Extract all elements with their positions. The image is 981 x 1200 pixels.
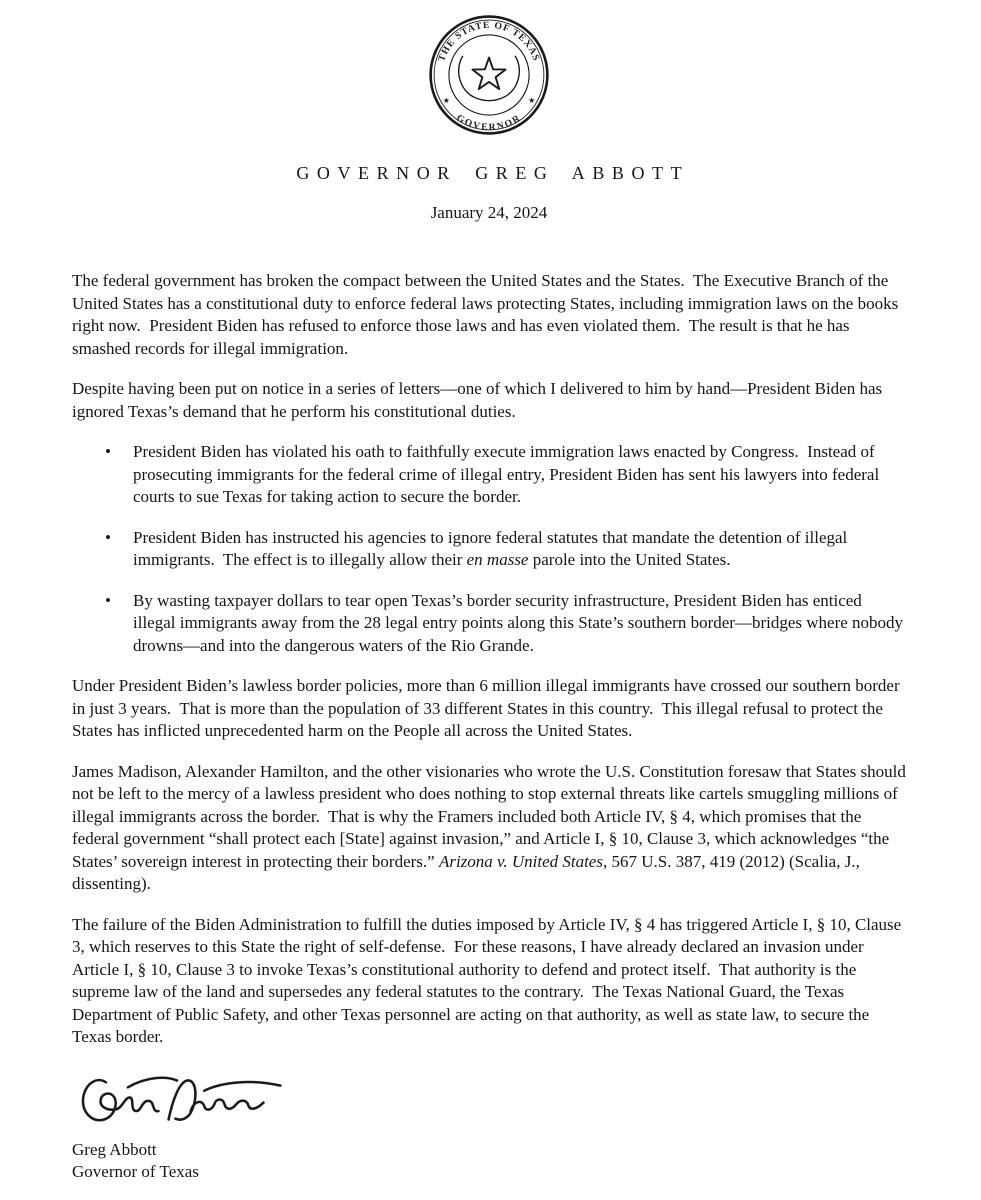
bullet-2-pre: President Biden has instructed his agencies to ignore federal statutes that mandate the detention of illegal immigrants. The effect is to illegally allow their — [133, 527, 852, 569]
letter-date: January 24, 2024 — [430, 202, 548, 222]
bullet-3-text: By wasting taxpayer dollars to tear open Texas’s border security infrastructure, President Biden has enticed illegal immigrants away from the 28 legal entry points along this State’s southern border—bridges where nobody drowns—and into the dangerous waters of the Rio Grande. — [133, 590, 908, 655]
paragraph-4-case-citation: Arizona v. United States — [438, 851, 603, 871]
paragraph-1: The federal government has broken the compact between the United States and the States. The Executive Branch of the United States has a constitutional duty to enforce federal laws protecting States, including immigration laws on the books right now. President Biden has refused to enforce those laws and has even violated them. The result is that he has smashed records for illegal immigration. — [72, 271, 903, 358]
bullet-1-text: President Biden has violated his oath to faithfully execute immigration laws enacted by Congress. Instead of prosecuting immigrants for the federal crime of illegal entry, President Biden has sent his lawyers into federal courts to sue Texas for taking action to secure the border. — [133, 442, 884, 506]
bullet-icon: • — [105, 590, 111, 610]
seal-wreath-left — [459, 56, 475, 98]
bullet-item-1 — [105, 441, 906, 509]
paragraph-4-pre: James Madison, Alexander Hamilton, and the other visionaries who wrote the U.S. Constitution foresaw that States should not be left to the mercy of a lawless president who does nothing to stop external threats like cartels smuggling millions of illegal immigrants across the border. That is why the Framers included both Article IV, § 4, which promises that the federal government “shall protect each [State] against invasion,” and Article I, § 10, Clause 3, which acknowledges “the States’ sovereign interest in protecting their borders.” — [72, 761, 911, 871]
bullet-2-post: parole into the United States. — [528, 550, 731, 569]
seal-wreath-tie — [475, 98, 503, 101]
letter-author-heading: GOVERNOR GREG ABBOTT — [296, 163, 690, 183]
seal-star-right-icon: ★ — [528, 95, 536, 105]
bullet-item-3 — [105, 590, 906, 658]
paragraph-4-post: , 567 U.S. 387, 419 (2012) (Scalia, J., dissenting). — [72, 851, 865, 893]
seal-star-left-icon: ★ — [442, 95, 450, 105]
handwritten-signature-icon — [72, 1067, 906, 1139]
bullet-item-2 — [105, 527, 906, 572]
bullet-list — [72, 441, 906, 657]
seal-wreath-right — [503, 56, 519, 98]
seal-lone-star-icon — [472, 58, 505, 90]
letter-body — [72, 270, 911, 1049]
seal-bottom-text: GOVERNOR — [454, 112, 524, 134]
bullet-icon: • — [105, 442, 111, 461]
signer-name: Greg Abbott — [72, 1139, 157, 1159]
signature-block — [72, 1067, 906, 1183]
paragraph-3: Under President Biden’s lawless border policies, more than 6 million illegal immigrants have crossed our southern border in just 3 years. That is more than the population of 33 different States in this country. This illegal refusal to protect the States has inflicted unprecedented harm on the People all across the United States. — [72, 676, 904, 740]
bullet-2-italic: en masse — [466, 550, 529, 569]
paragraph-2: Despite having been put on notice in a series of letters—one of which I delivered to him by hand—President Biden has ignored Texas’s demand that he perform his constitutional duties. — [72, 379, 887, 421]
paragraph-5: The failure of the Biden Administration to fulfill the duties imposed by Article IV, § 4 has triggered Article I, § 10, Clause 3, which reserves to this State the right of self-defense. For these reasons, I have already declared an invasion under Article I, § 10, Clause 3 to invoke Texas’s constitutional authority to defend and protect itself. That authority is the supreme law of the land and supersedes any federal statutes to the contrary. The Texas National Guard, the Texas Department of Public Safety, and other Texas personnel are acting on that authority, as well as state law, to secure the Texas border. — [72, 914, 906, 1046]
bullet-2-text — [133, 527, 906, 572]
bullet-icon: • — [105, 527, 111, 547]
paragraph-4 — [72, 761, 911, 896]
signer-title: Governor of Texas — [72, 1161, 199, 1181]
seal-top-text: THE STATE OF TEXAS — [436, 19, 542, 63]
svg-text:THE STATE OF TEXAS — [436, 20, 542, 63]
letterhead — [72, 14, 906, 224]
texas-governor-seal-icon — [72, 14, 906, 136]
